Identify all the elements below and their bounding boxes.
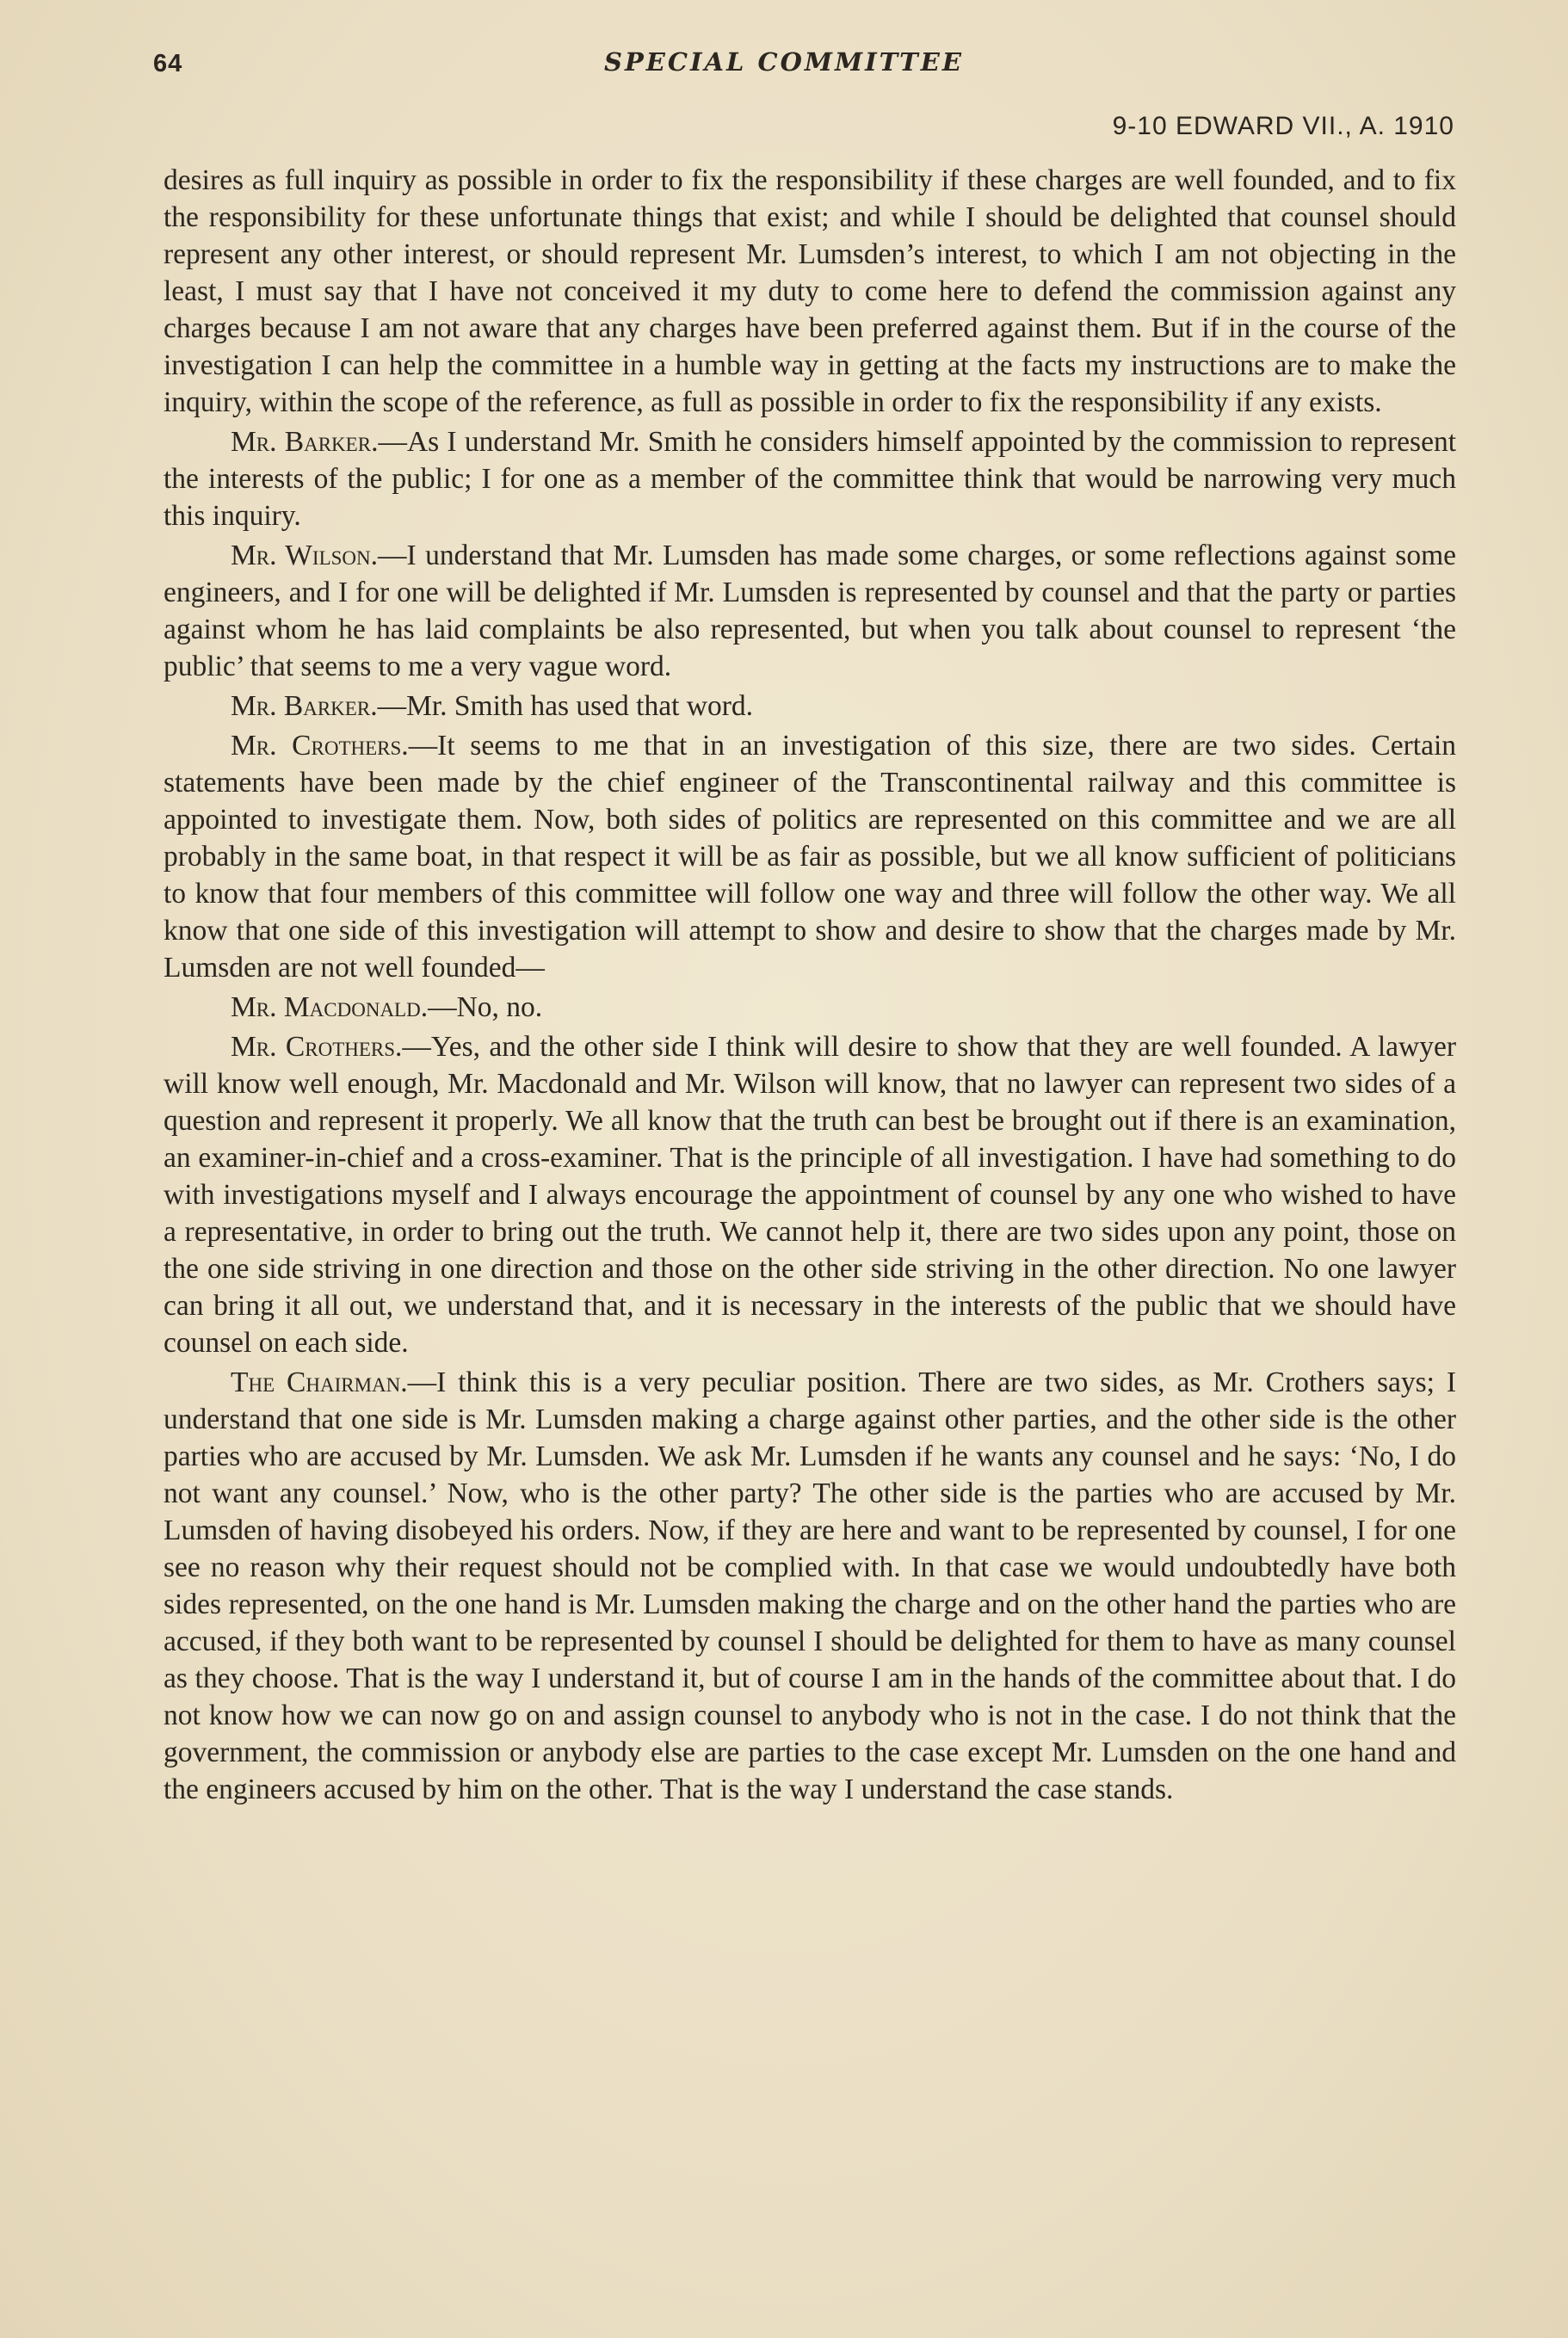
speaker-name: Mr. Barker [231, 690, 371, 722]
paragraph-text: desires as full inquiry as possible in order to fix the responsibility if these charges are well founded, and to fix the responsibility for these unfortunate things that exist; and while I should be delighted that counsel should represent any other interest, or should represent Mr. Lumsden’s interest, to which I am not objecting in the least, I must say that I have not conceived it my duty to come here to defend the commission against any charges because I am not aware that any charges have been preferred against them. But if in the course of the investigation I can help the committee in a humble way in getting at the facts my instructions are to make the inquiry, within the scope of the reference, as full as possible in order to fix the responsibility if any exists. [164, 164, 1456, 418]
paragraph-barker-1 [164, 423, 1456, 534]
paragraph-barker-2 [164, 688, 1456, 725]
running-title: SPECIAL COMMITTEE [604, 47, 964, 77]
paragraph-crothers-1 [164, 727, 1456, 986]
paragraph-wilson [164, 537, 1456, 685]
paragraph-chairman [164, 1364, 1456, 1808]
speaker-name: Mr. Wilson [231, 540, 371, 571]
paragraph-text: .—No, no. [420, 991, 543, 1023]
paragraph-text: .—It seems to me that in an investigation of this size, there are two sides. Certain statements have been made by the chief engineer of the Transcontinental railway and this committee is appointed to investigate them. Now, both sides of politics are represented on this committee and we are all probably in the same boat, in that respect it will be as fair as possible, but we all know sufficient of politicians to know that four members of this committee will follow one way and three will follow the other way. We all know that one side of this investigation will attempt to show and desire to show that the charges made by Mr. Lumsden are not well founded— [164, 730, 1457, 984]
speaker-name: The Chairman [231, 1366, 401, 1398]
body-text [164, 162, 1456, 1811]
paragraph-crothers-2 [164, 1028, 1456, 1361]
speaker-name: Mr. Crothers [231, 730, 402, 762]
paragraph-text: .—As I understand Mr. Smith he considers himself appointed by the commission to represent the interests of the public; I for one as a member of the committee think that would be narrowing very much this inquiry. [164, 426, 1456, 532]
speaker-name: Mr. Barker [231, 426, 372, 458]
speaker-name: Mr. Macdonald [231, 991, 421, 1023]
paragraph-text: .—I understand that Mr. Lumsden has made some charges, or some reflections against some engineers, and I for one will be delighted if Mr. Lumsden is represented by counsel and that the party or parties against whom he has laid complaints be also represented, but when you talk about counsel to represent ‘the public’ that seems to me a very vague word. [164, 540, 1456, 682]
page-number: 64 [153, 50, 183, 77]
session-reference: 9-10 EDWARD VII., A. 1910 [1112, 112, 1454, 140]
speaker-name: Mr. Crothers [231, 1031, 396, 1063]
paragraph-text: .—I think this is a very peculiar position. There are two sides, as Mr. Crothers says; I understand that one side is Mr. Lumsden making a charge against other parties, and the other side is the other parties who are accused by Mr. Lumsden. We ask Mr. Lumsden if he wants any counsel and he says: ‘No, I do not want any counsel.’ Now, who is the other party? The other side is the parties who are accused by Mr. Lumsden of having disobeyed his orders. Now, if they are here and want to be represented by counsel, I for one see no reason why their request should not be complied with. In that case we would undoubtedly have both sides represented, on the one hand is Mr. Lumsden making the charge and on the other hand the parties who are accused, if they both want to be represented by counsel I should be delighted for them to have as many counsel as they choose. That is the way I understand it, but of course I am in the hands of the committee about that. I do not know how we can now go on and assign counsel to anybody who is not in the case. I do not think that the government, the commission or anybody else are parties to the case except Mr. Lumsden on the one hand and the engineers accused by him on the other. That is the way I understand the case stands. [164, 1366, 1457, 1805]
paragraph-text: .—Mr. Smith has used that word. [370, 690, 753, 722]
paragraph-text: .—Yes, and the other side I think will desire to show that they are well founded. A lawyer will know well enough, Mr. Macdonald and Mr. Wilson will know, that no lawyer can represent two sides of a question and represent it properly. We all know that the truth can best be brought out if there is an examination, an examiner-in-chief and a cross-examiner. That is the principle of all investigation. I have had something to do with investigations myself and I always encourage the appointment of counsel by any one who wished to have a representative, in order to bring out the truth. We cannot help it, there are two sides upon any point, those on the one side striving in one direction and those on the other side striving in the other direction. No one lawyer can bring it all out, we understand that, and it is necessary in the interests of the public that we should have counsel on each side. [164, 1031, 1457, 1359]
paragraph-continuation [164, 162, 1456, 421]
paragraph-macdonald [164, 989, 1456, 1026]
